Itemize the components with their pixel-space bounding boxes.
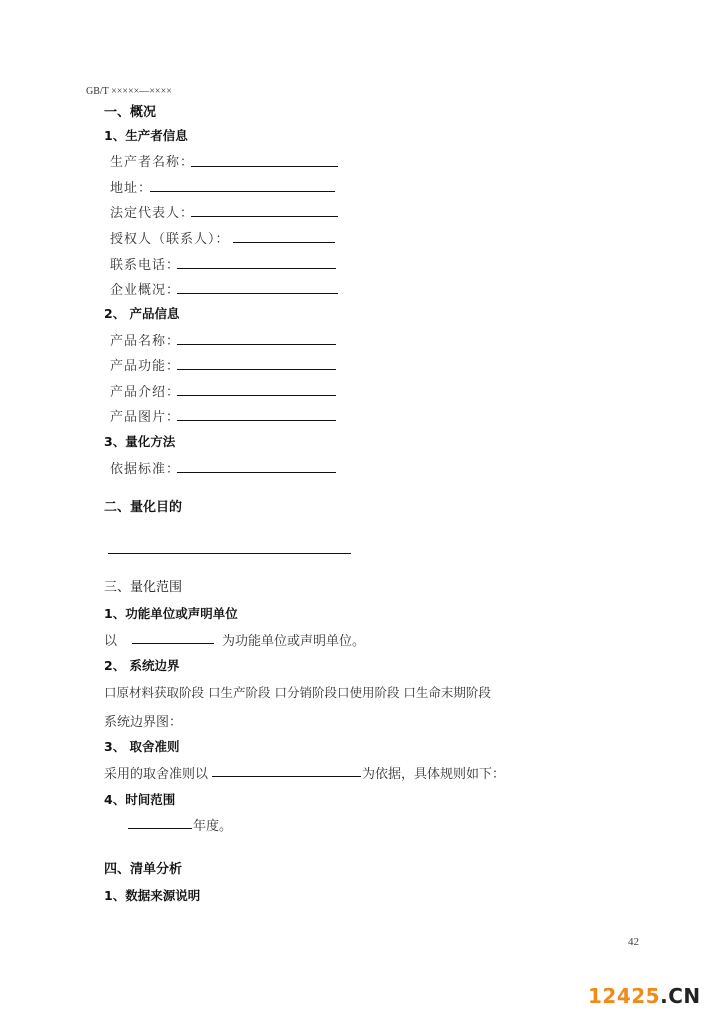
purpose-field[interactable]	[108, 553, 351, 554]
time-range-suffix: 年度。	[193, 819, 233, 834]
producer-name-field[interactable]	[191, 166, 338, 167]
product-image-label: 产品图片：	[110, 410, 181, 425]
section-scope-title: 三、量化范围	[104, 580, 183, 595]
functional-unit-field[interactable]	[132, 643, 214, 644]
standard-code: GB/T ×××××—××××	[86, 86, 172, 97]
functional-unit-title: 1、功能单位或声明单位	[104, 606, 238, 621]
system-boundary-diagram-label: 系统边界图：	[104, 715, 183, 730]
legal-rep-label: 法定代表人：	[110, 206, 195, 221]
standard-basis-label: 依据标准：	[110, 462, 181, 477]
product-image-field[interactable]	[177, 420, 336, 421]
cutoff-criteria-title: 3、 取舍准则	[104, 739, 180, 754]
standard-basis-field[interactable]	[177, 472, 336, 473]
product-name-label: 产品名称：	[110, 334, 181, 349]
legal-rep-field[interactable]	[191, 216, 338, 217]
site-watermark-logo	[588, 984, 701, 1008]
functional-unit-prefix: 以	[104, 634, 118, 649]
producer-info-title: 1、生产者信息	[104, 128, 188, 143]
cutoff-criteria-field[interactable]	[212, 776, 361, 777]
time-range-title: 4、时间范围	[104, 792, 176, 807]
method-title: 3、量化方法	[104, 434, 176, 449]
functional-unit-suffix: 为功能单位或声明单位。	[222, 634, 366, 649]
watermark-number: 12425	[588, 984, 661, 1008]
page-number: 42	[628, 936, 639, 948]
system-boundary-title: 2、 系统边界	[104, 658, 180, 673]
cutoff-criteria-suffix: 为依据，具体规则如下：	[362, 767, 506, 782]
product-info-title: 2、 产品信息	[104, 306, 180, 321]
address-field[interactable]	[150, 191, 335, 192]
time-range-field[interactable]	[128, 828, 192, 829]
product-intro-field[interactable]	[177, 395, 336, 396]
product-function-label: 产品功能：	[110, 359, 181, 374]
lifecycle-stage-options[interactable]: 口原材料获取阶段 口生产阶段 口分销阶段口使用阶段 口生命末期阶段	[104, 685, 491, 700]
phone-field[interactable]	[177, 268, 336, 269]
contact-person-field[interactable]	[233, 242, 335, 243]
company-overview-label: 企业概况：	[110, 283, 181, 298]
section-inventory-title: 四、清单分析	[104, 862, 183, 877]
section-purpose-title: 二、量化目的	[104, 500, 183, 515]
phone-label: 联系电话：	[110, 258, 181, 273]
producer-name-label: 生产者名称：	[110, 155, 195, 170]
watermark-suffix: .CN	[660, 984, 701, 1008]
cutoff-criteria-prefix: 采用的取舍准则以	[104, 767, 209, 782]
contact-person-label: 授权人（联系人）：	[110, 232, 230, 247]
section-overview-title: 一、概况	[104, 105, 157, 120]
product-function-field[interactable]	[177, 369, 336, 370]
company-overview-field[interactable]	[177, 293, 338, 294]
product-intro-label: 产品介绍：	[110, 385, 181, 400]
data-source-title: 1、数据来源说明	[104, 888, 201, 903]
address-label: 地址：	[110, 181, 153, 196]
product-name-field[interactable]	[177, 344, 336, 345]
